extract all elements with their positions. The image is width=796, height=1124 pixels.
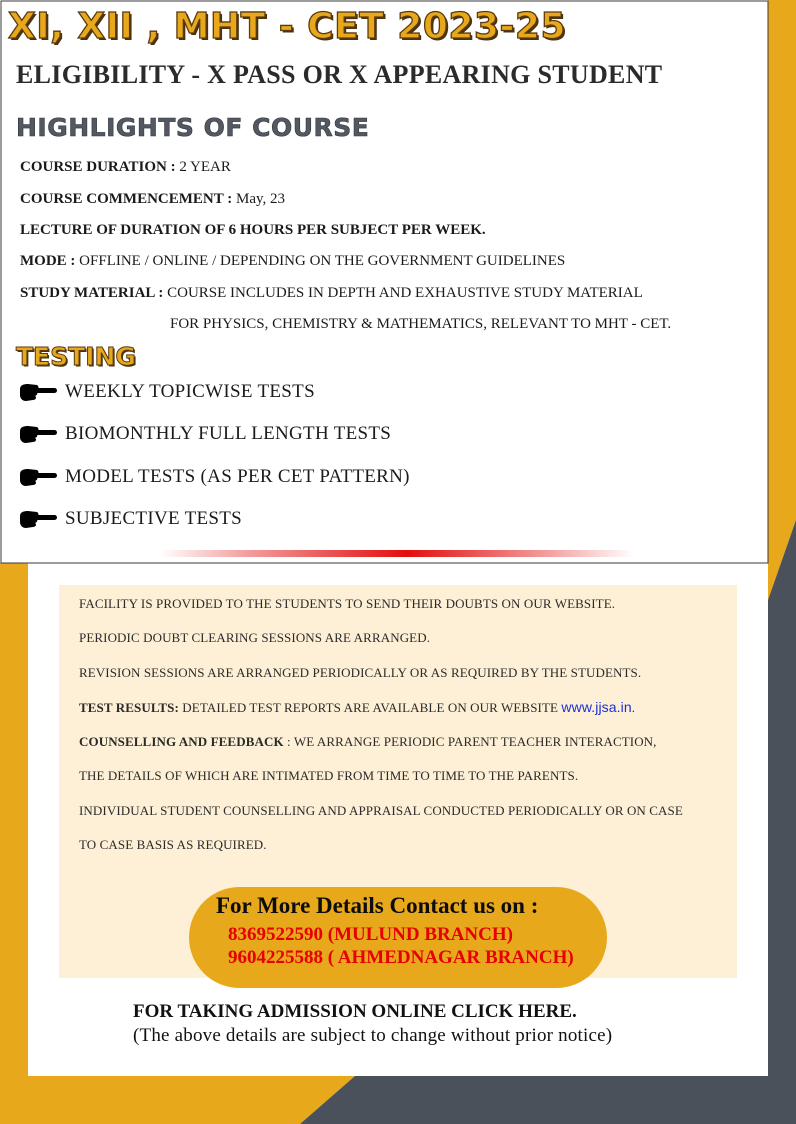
- counselling-text: : WE ARRANGE PERIODIC PARENT TEACHER INTERACTION,: [283, 734, 657, 749]
- course-commencement-value: May, 23: [232, 191, 286, 207]
- course-commencement-label: COURSE COMMENCEMENT :: [20, 191, 233, 207]
- mode-value: OFFLINE / ONLINE / DEPENDING ON THE GOVERNMENT GUIDELINES: [75, 253, 566, 269]
- test-item: [18, 423, 391, 445]
- test-item: [18, 466, 410, 488]
- eligibility-line: ELIGIBILITY - X PASS OR X APPEARING STUDENT: [16, 60, 663, 89]
- facility-line-individual: INDIVIDUAL STUDENT COUNSELLING AND APPRAISAL CONDUCTED PERIODICALLY OR ON CASE: [79, 803, 683, 818]
- mode-line: [20, 253, 565, 270]
- testing-heading: TESTING: [16, 342, 136, 371]
- test-item-label: BIOMONTHLY FULL LENGTH TESTS: [65, 423, 392, 444]
- study-material-label: STUDY MATERIAL :: [20, 285, 164, 301]
- facility-line-revision: REVISION SESSIONS ARE ARRANGED PERIODICALLY OR AS REQUIRED BY THE STUDENTS.: [79, 665, 642, 680]
- pointing-hand-icon: [18, 508, 58, 530]
- test-item-label: MODEL TESTS (AS PER CET PATTERN): [65, 466, 410, 487]
- course-duration-value: 2 YEAR: [175, 159, 231, 175]
- phone-mulund[interactable]: 8369522590 (MULUND BRANCH): [228, 924, 513, 945]
- study-material-line: [20, 285, 643, 302]
- website-suffix: .: [631, 700, 636, 715]
- course-commencement-line: [20, 191, 285, 208]
- facility-line-counselling: [79, 734, 657, 750]
- admission-link[interactable]: FOR TAKING ADMISSION ONLINE CLICK HERE.: [133, 1001, 577, 1022]
- facility-line-test-results: [79, 699, 635, 716]
- test-item: [18, 508, 242, 530]
- course-duration-line: [20, 159, 231, 176]
- facility-line-doubts: FACILITY IS PROVIDED TO THE STUDENTS TO SEND THEIR DOUBTS ON OUR WEBSITE.: [79, 596, 616, 611]
- test-results-text: DETAILED TEST REPORTS ARE AVAILABLE ON OUR WEBSITE: [178, 700, 562, 715]
- pointing-hand-icon: [18, 466, 58, 488]
- facility-line-doubt-sessions: PERIODIC DOUBT CLEARING SESSIONS ARE ARRANGED.: [79, 630, 431, 645]
- test-item-label: SUBJECTIVE TESTS: [65, 508, 243, 529]
- red-divider: [160, 550, 634, 557]
- course-duration-label: COURSE DURATION :: [20, 159, 176, 175]
- facility-line-case-basis: TO CASE BASIS AS REQUIRED.: [79, 837, 267, 852]
- test-item: [18, 381, 315, 403]
- study-material-value: COURSE INCLUDES IN DEPTH AND EXHAUSTIVE STUDY MATERIAL: [163, 285, 643, 301]
- study-material-continued: FOR PHYSICS, CHEMISTRY & MATHEMATICS, RELEVANT TO MHT - CET.: [170, 316, 672, 332]
- contact-heading: For More Details Contact us on :: [216, 893, 539, 918]
- pointing-hand-icon: [18, 381, 58, 403]
- right-slate-strip: [768, 520, 796, 1124]
- website-link[interactable]: www.jjsa.in: [561, 699, 632, 715]
- left-gold-strip: [0, 563, 28, 1124]
- pointing-hand-icon: [18, 423, 58, 445]
- test-item-label: WEEKLY TOPICWISE TESTS: [65, 381, 315, 402]
- phone-ahmednagar[interactable]: 9604225588 ( AHMEDNAGAR BRANCH): [228, 947, 574, 968]
- test-results-label: TEST RESULTS:: [79, 700, 179, 715]
- lecture-duration-line: [20, 222, 486, 239]
- page-title: XI, XII , MHT - CET 2023-25: [8, 6, 566, 47]
- bottom-slate-band: [300, 1076, 796, 1124]
- facility-line-parents: THE DETAILS OF WHICH ARE INTIMATED FROM TIME TO TIME TO THE PARENTS.: [79, 768, 579, 783]
- lecture-duration-label: LECTURE OF DURATION OF 6 HOURS PER SUBJECT PER WEEK.: [20, 222, 486, 238]
- mode-label: MODE :: [20, 253, 76, 269]
- counselling-label: COUNSELLING AND FEEDBACK: [79, 734, 284, 749]
- bottom-gold-band: [0, 1076, 355, 1124]
- right-gold-strip: [768, 0, 796, 600]
- highlights-heading: HIGHLIGHTS OF COURSE: [16, 113, 370, 142]
- disclaimer-text: (The above details are subject to change without prior notice): [133, 1025, 613, 1046]
